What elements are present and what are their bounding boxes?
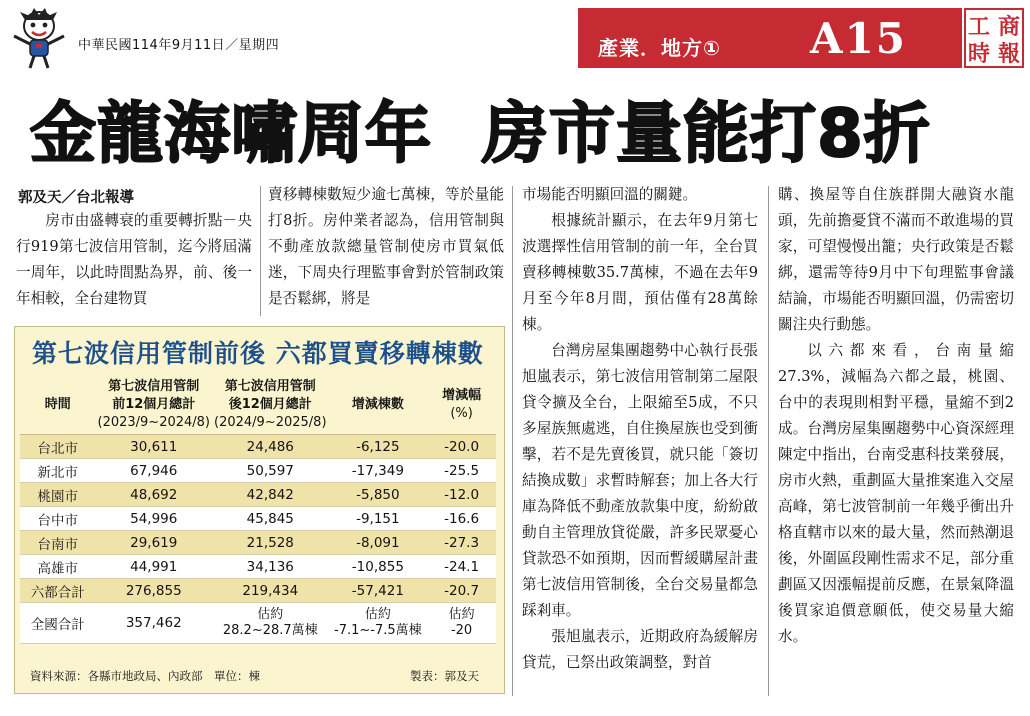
mascot-logo [6,6,72,72]
cell-after: 34,136 [212,555,329,579]
article-column-4 [778,182,1014,650]
paragraph: 購、換屋等自住族群開大融資水龍頭，先前擔憂貸不滿而不敢進場的買家，可望慢慢出籠；央行政策是否鬆綁，還需等待9月中下旬理監事會議結論，市場能否明顯回溫，仍需密切關注央行動態。 [778,186,1014,333]
page-number: A15 [810,14,908,63]
cell-change: -57,421 [329,579,428,603]
row-label: 台北市 [20,435,96,459]
newspaper-logo [964,8,1024,68]
cell-pct: -12.0 [427,483,496,507]
cell-pct: -24.1 [427,555,496,579]
cell-after: 估約 28.2~28.7萬棟 [212,603,329,644]
cell-before: 29,619 [96,531,213,555]
row-label: 台南市 [20,531,96,555]
paragraph: 根據統計顯示，在去年9月第七波選擇性信用管制的前一年，全台買賣移轉棟數35.7萬棟，不過在去年9月至今年8月間，預估僅有28萬餘棟。 [522,212,758,333]
cell-change: -5,850 [329,483,428,507]
row-label: 六都合計 [20,579,96,603]
row-label: 新北市 [20,459,96,483]
col-header-after: 第七波信用管制 後12個月總計 (2024/9~2025/8) [212,376,329,435]
svg-text:工: 工 [967,15,991,40]
headline [30,80,1005,175]
cell-change: 估約 -7.1~-7.5萬棟 [329,603,428,644]
svg-text:時: 時 [967,42,991,67]
table-row [20,483,496,507]
col-header-pct: 增減幅 (%) [427,376,496,435]
data-table [20,376,496,644]
paragraph: 房市由盛轉衰的重要轉折點－央行919第七波信用管制，迄今將屆滿一周年，以此時間點為界，前、後一年相較，全台建物買 [16,212,252,307]
cell-pct: -20.7 [427,579,496,603]
publication-date: 中華民國114年9月11日／星期四 [78,38,280,53]
table-row [20,459,496,483]
table-row [20,507,496,531]
col-header-before: 第七波信用管制 前12個月總計 (2023/9~2024/8) [96,376,213,435]
cell-before: 357,462 [96,603,213,644]
section-label: 產業．地方① [598,36,721,60]
table-row-national-total [20,603,496,644]
table-row-six-city-total [20,579,496,603]
cell-pct: -16.6 [427,507,496,531]
cell-after: 42,842 [212,483,329,507]
table-source: 資料來源：各縣市地政局、內政部 單位：棟 [30,669,260,683]
paragraph: 市場能否明顯回溫的關鍵。 [522,186,698,203]
cell-change: -9,151 [329,507,428,531]
cell-change: -17,349 [329,459,428,483]
svg-text:商: 商 [997,15,1021,40]
article-column-2 [268,182,504,312]
cell-change: -8,091 [329,531,428,555]
column-divider [512,186,513,696]
cell-change: -6,125 [329,435,428,459]
article-column-1 [16,208,252,312]
row-label: 台中市 [20,507,96,531]
cell-change: -10,855 [329,555,428,579]
paragraph: 張旭嵐表示，近期政府為緩解房貸荒，已祭出政策調整，對首 [522,628,758,671]
row-label: 高雄市 [20,555,96,579]
headline-part2: 房市量能打8折 [482,95,931,172]
cell-after: 24,486 [212,435,329,459]
row-label: 桃園市 [20,483,96,507]
cell-before: 276,855 [96,579,213,603]
cell-after: 21,528 [212,531,329,555]
table-editor: 製表：郭及天 [410,669,479,683]
col-header-time: 時間 [20,376,96,435]
cell-before: 67,946 [96,459,213,483]
cell-pct: -25.5 [427,459,496,483]
paragraph: 台灣房屋集團趨勢中心執行長張旭嵐表示，第七波信用管制第二屋限貸令擴及全台，上限縮至5成，不只多屋族無處逃，自住換屋族也受到衝擊，若不是先賣後買，就只能「簽切結換成數」求暫時解套；加上各大行庫為降低不動產放款集中度，紛紛啟動自主管理放貸從嚴，許多民眾憂心貸款恐不如預期，因而暫緩購屋計畫第七波信用管制後，全台交易量都急踩剎車。 [522,342,758,619]
cell-after: 45,845 [212,507,329,531]
table-title: 第七波信用管制前後 六都買賣移轉棟數 [32,339,484,368]
table-row [20,555,496,579]
cell-pct: -20.0 [427,435,496,459]
table-row [20,531,496,555]
col-header-change: 增減棟數 [329,376,428,435]
column-divider [768,186,769,696]
row-label: 全國合計 [20,603,96,644]
cell-pct: -27.3 [427,531,496,555]
paragraph: 以六都來看，台南量縮27.3%，減幅為六都之最，桃園、台中的表現則相對平穩，量縮不到2成。台灣房屋集團趨勢中心資深經理陳定中指出，台南受惠科技業發展，房市火熱，重劃區大量推案進入交屋高峰，第七波管制前一年幾乎衝出升格直轄市以來的最大量，然而熱潮退後，外圍區段剛性需求不足，部分重劃區又因漲幅提前反應，在景氣降溫後買家追價意願低，使交易量大縮水。 [778,342,1014,645]
cell-pct: 估約 -20 [427,603,496,644]
column-divider [260,186,261,316]
cell-before: 54,996 [96,507,213,531]
cell-before: 30,611 [96,435,213,459]
cell-before: 48,692 [96,483,213,507]
byline: 郭及天／台北報導 [18,190,134,206]
cell-before: 44,991 [96,555,213,579]
headline-part1: 金龍海嘯周年 [30,95,432,172]
cell-after: 50,597 [212,459,329,483]
paragraph: 賣移轉棟數短少逾七萬棟，等於量能打8折。房仲業者認為，信用管制與不動產放款總量管制使房市買氣低迷，下周央行理監事會對於管制政策是否鬆綁，將是 [268,186,504,307]
article-column-3 [522,182,758,676]
svg-text:報: 報 [997,42,1021,67]
table-row [20,435,496,459]
table-header-row [20,376,496,435]
cell-after: 219,434 [212,579,329,603]
